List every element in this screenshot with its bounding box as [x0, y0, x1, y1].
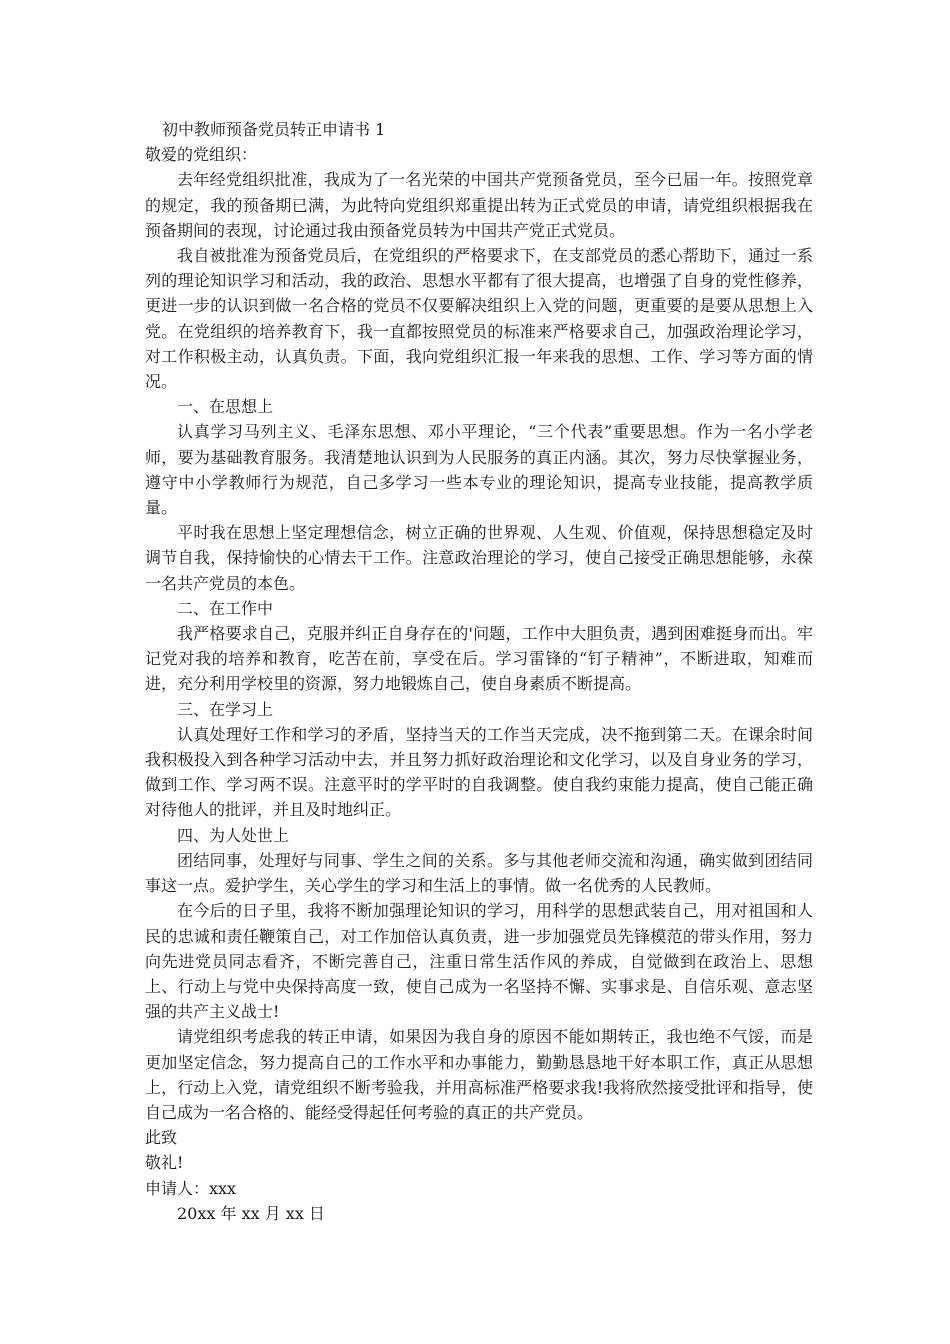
section-heading-thought: 一、在思想上 — [177, 397, 274, 417]
applicant-line: 申请人：xxx — [145, 1178, 237, 1198]
date-line: 20xx 年 xx 月 xx 日 — [177, 1203, 325, 1223]
section-conduct-paragraph-2: 在今后的日子里，我将不断加强理论知识的学习，用科学的思想武装自己，用对祖国和人民的忠诚和责任鞭策自己，对工作加倍认真负责，进一步加强党员先锋模范的带头作用，努力向先进党员同志看齐，不断完善自己，注重日常生活作风的养成，自觉做到在政治上、思想上、行动上与党中央保持高度一致，使自己成为一名坚持不懈、实事求是、自信乐观、意志坚强的共产主义战士! — [145, 901, 813, 1022]
closing-line-1: 此致 — [145, 1128, 178, 1148]
document-title: 初中教师预备党员转正申请书 1 — [162, 120, 386, 139]
section-thought-paragraph-1: 认真学习马列主义、毛泽东思想、邓小平理论，“三个代表”重要思想。作为一名小学老师，要为基础教育服务。我清楚地认识到为人民服务的真正内涵。其次，努力尽快掌握业务，遵守中小学教师行为规范，自己多学习一些本专业的理论知识，提高专业技能，提高教学质量。 — [145, 422, 813, 518]
intro-paragraph-1: 去年经党组织批准，我成为了一名光荣的中国共产党预备党员，至今已届一年。按照党章的规定，我的预备期已满，为此特向党组织郑重提出转为正式党员的申请，请党组织根据我在预备期间的表现，讨论通过我由预备党员转为中国共产党正式党员。 — [145, 170, 813, 240]
salutation: 敬爱的党组织： — [145, 145, 258, 165]
section-conduct-paragraph-3: 请党组织考虑我的转正申请，如果因为我自身的原因不能如期转正，我也绝不气馁，而是更加坚定信念，努力提高自己的工作水平和办事能力，勤勤恳恳地干好本职工作，真正从思想上，行动上入党，请党组织不断考验我，并用高标准严格要求我!我将欣然接受批评和指导，使自己成为一名合格的、能经受得起任何考验的真正的共产党员。 — [145, 1027, 813, 1122]
intro-paragraph-2: 我自被批准为预备党员后，在党组织的严格要求下，在支部党员的悉心帮助下，通过一系列的理论知识学习和活动，我的政治、思想水平都有了很大提高，也增强了自身的党性修养，更进一步的认识到做一名合格的党员不仅要解决组织上入党的问题，更重要的是要从思想上入党。在党组织的培养教育下，我一直都按照党员的标准来严格要求自己，加强政治理论学习，对工作积极主动，认真负责。下面，我向党组织汇报一年来我的思想、工作、学习等方面的情况。 — [145, 246, 813, 392]
section-heading-conduct: 四、为人处世上 — [177, 825, 290, 845]
document-page — [145, 117, 813, 1226]
section-conduct-paragraph-1: 团结同事，处理好与同事、学生之间的关系。多与其他老师交流和沟通，确实做到团结同事这一点。爱护学生，关心学生的学习和生活上的事情。做一名优秀的人民教师。 — [145, 850, 813, 896]
section-heading-work: 二、在工作中 — [177, 598, 274, 618]
closing-line-2: 敬礼! — [145, 1153, 184, 1173]
section-heading-study: 三、在学习上 — [177, 699, 274, 719]
section-thought-paragraph-2: 平时我在思想上坚定理想信念，树立正确的世界观、人生观、价值观，保持思想稳定及时调节自我，保持愉快的心情去干工作。注意政治理论的学习，使自己接受正确思想能够，永葆一名共产党员的本色。 — [145, 523, 813, 593]
section-work-paragraph-1: 我严格要求自己，克服并纠正自身存在的'问题，工作中大胆负责，遇到困难挺身而出。牢记党对我的培养和教育，吃苦在前，享受在后。学习雷锋的“钉子精神”，不断进取，知难而进，充分利用学校里的资源，努力地锻炼自己，使自身素质不断提高。 — [145, 624, 813, 694]
section-study-paragraph-1: 认真处理好工作和学习的矛盾，坚持当天的工作当天完成，决不拖到第二天。在课余时间我积极投入到各种学习活动中去，并且努力抓好政治理论和文化学习，以及自身业务的学习，做到工作、学习两不误。注意平时的学平时的自我调整。使自我约束能力提高，使自己能正确对待他人的批评，并且及时地纠正。 — [145, 724, 813, 820]
